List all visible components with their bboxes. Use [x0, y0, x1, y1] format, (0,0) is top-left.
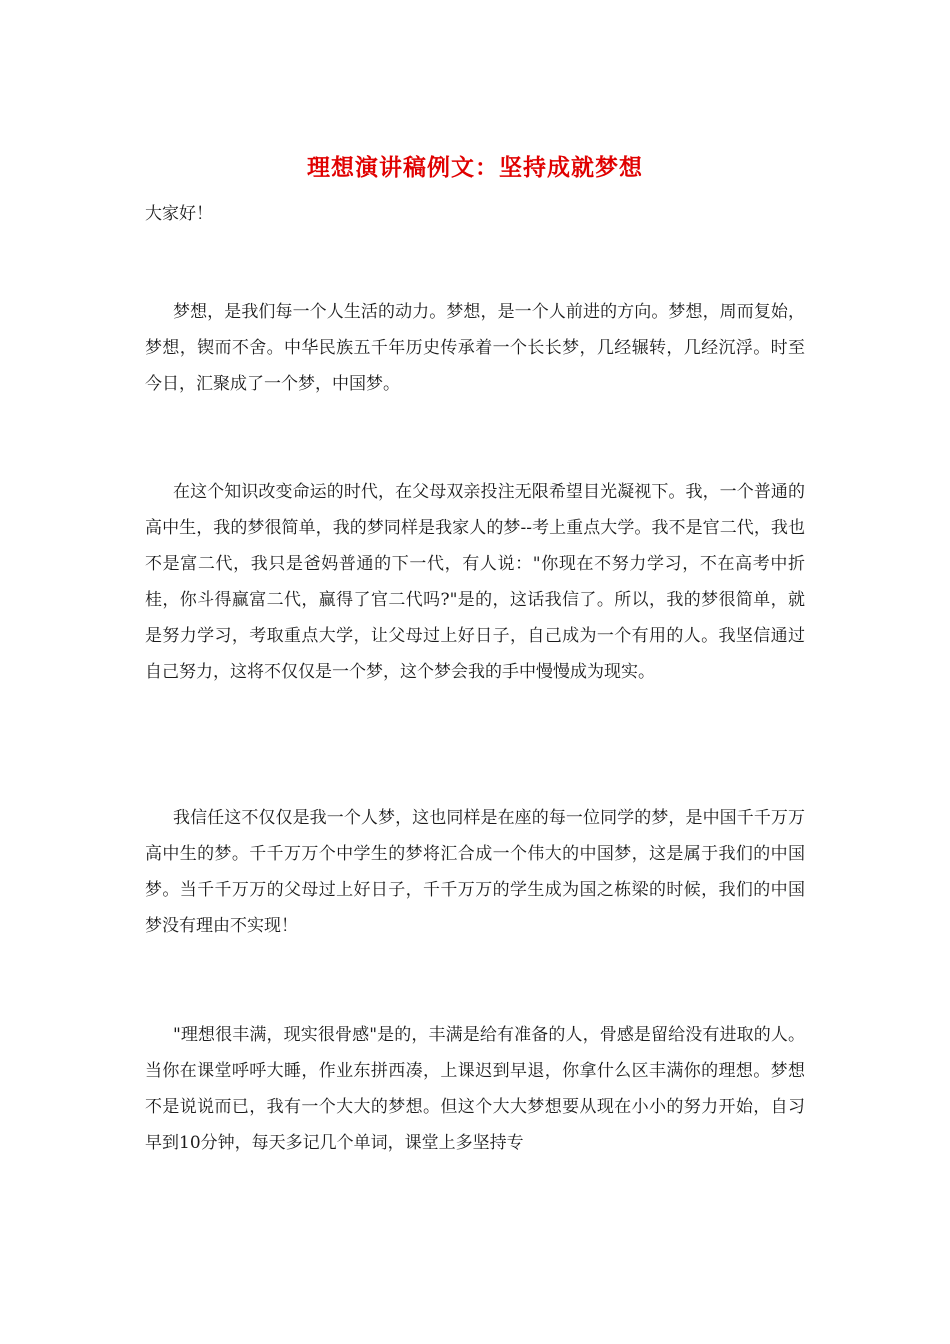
paragraph: 在这个知识改变命运的时代，在父母双亲投注无限希望目光凝视下。我，一个普通的高中生，我的梦很简单，我的梦同样是我家人的梦--考上重点大学。我不是官二代，我也不是富二代，我只是爸妈普通的下一代，有人说："你现在不努力学习，不在高考中折桂，你斗得赢富二代，赢得了官二代吗?"是的，这话我信了。所以，我的梦很简单，就是努力学习，考取重点大学，让父母过上好日子，自己成为一个有用的人。我坚信通过自己努力，这将不仅仅是一个梦，这个梦会我的手中慢慢成为现实。 [145, 482, 805, 682]
greeting-text: 大家好！ [145, 204, 213, 224]
paragraph: 梦想，是我们每一个人生活的动力。梦想，是一个人前进的方向。梦想，周而复始，梦想，锲而不舍。中华民族五千年历史传承着一个长长梦，几经辗转，几经沉浮。时至今日，汇聚成了一个梦，中国梦。 [145, 302, 805, 394]
paragraph: "理想很丰满，现实很骨感"是的，丰满是给有准备的人，骨感是留给没有进取的人。当你在课堂呼呼大睡，作业东拼西凑，上课迟到早退，你拿什么区丰满你的理想。梦想不是说说而已，我有一个大大的梦想。但这个大大梦想要从现在小小的努力开始，自习早到10分钟，每天多记几个单词，课堂上多坚持专 [145, 1025, 805, 1153]
paragraph: 我信任这不仅仅是我一个人梦，这也同样是在座的每一位同学的梦，是中国千千万万高中生的梦。千千万万个中学生的梦将汇合成一个伟大的中国梦，这是属于我们的中国梦。当千千万万的父母过上好日子，千千万万的学生成为国之栋梁的时候，我们的中国梦没有理由不实现！ [145, 808, 805, 936]
document-title: 理想演讲稿例文：坚持成就梦想 [307, 154, 643, 181]
